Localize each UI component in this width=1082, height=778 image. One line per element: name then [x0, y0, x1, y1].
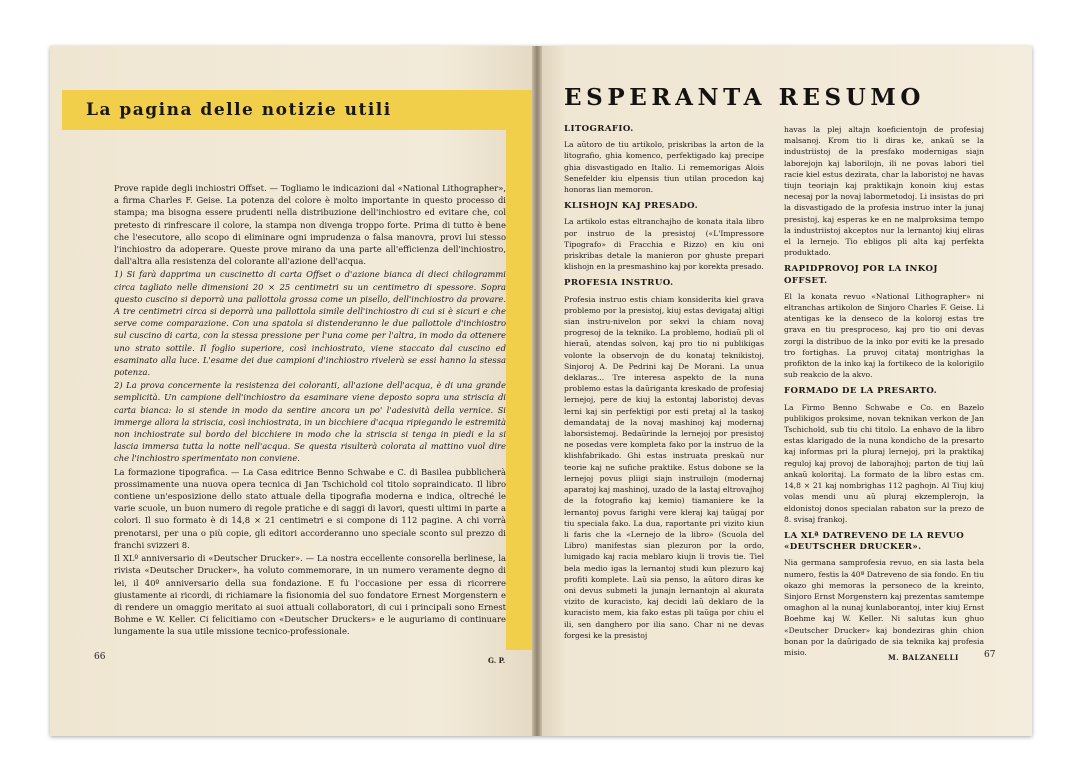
paragraph-anniversary: Il XLº anniversario di «Deutscher Drucker». — La nostra eccellente consorella berlinese, la rivista «Deutscher Drucker», ha voluto commemorare, in un numero veramente degno di lei, il 40º anniversario della sua fondazione. E fu l'occasione per essa di ricorrere giustamente ai ricordi, di richiamare la fisionomia del suo fondatore Ernest Morgenstern e di rendere un omaggio meritato ai suoi attuali collaboratori, di cui i principali sono Ernest Bohme e W. Keller. Ci felicitiamo con «Deutscher Druckers» e le auguriamo di continuare lungamente la sua utile missione tecnico-professionale. [114, 553, 506, 637]
book-gutter [532, 46, 542, 736]
left-page [50, 46, 536, 736]
section-text: La aŭtoro de tiu artikolo, priskribas la arton de la litografio, ghia komenco, perfektigado kaj precipe ghia disvastigado en Italio. Li rememorigas Alois Senefelder kiu elpensis tiun utilan procedon kaj honoras lian memoron. [564, 140, 764, 195]
left-page-title: La pagina delle notizie utili [86, 100, 392, 120]
paragraph-offset-inks: Prove rapide degli inchiostri Offset. — Togliamo le indicazioni dal «National Lithographer», a firma Charles F. Geise. La potenza del colore è molto importante in questo processo di stampa; ma bisogna essere prudenti nella distribuzione dell'inchiostro ed evitare che, col pretesto di rinfrescare il colore, la stampa non divenga troppo forte. Prima di tutto è bene che l'esecutore, allo scopo di eliminare ogni imprudenza o falsa manovra, provi lui stesso l'inchiostro da adoperare. Queste prove mirano da una parte all'efficienza dell'inchiostro, dall'altra alla resistenza del colorante all'azione dell'acqua. [114, 183, 506, 267]
column-1 [564, 124, 764, 641]
page-number-left: 66 [94, 652, 106, 662]
paragraph-test-2: 2) La prova concernente la resistenza dei coloranti, all'azione dell'acqua, è di una grande semplicità. Un campione dell'inchiostro da esaminare viene deposto sopra una striscia di carta bianca: lo si stende in modo da sentire ancora un po' l'adesività della vernice. Si immerge allora la striscia, così inchiostrata, in un bicchiere d'acqua ripiegando le estremità non inchiostrate sul bordo del bicchiere in modo che la striscia si tenga in piedi e la si lascia immersa tutta la notte nell'acqua. Se questa risulterà colorata al mattino vuol dire che l'inchiostro sperimentato non conviene. [114, 380, 506, 464]
section-heading: PROFESIA INSTRUO. [564, 278, 674, 289]
section-heading: RAPIDPROVOJ POR LA INKOJ OFFSET. [784, 264, 938, 286]
section-text: La Firmo Benno Schwabe e Co. en Bazelo publikigos proksime, novan teknikan verkon de Jan Tschichold, sub tiu chi titolo. La enhavo de la libro estas klarigado de la nuna kondicho de la presarto kaj informas pri la pluraj lernejoj, pri la praktikaj reguloj kaj provoj de laborajhoj; parton de tiuj laŭ ankaŭ koloritaj. La formato de la libro estas cm. 14,8 × 21 kaj nombrighas 112 paghojn. Al Tiuj kiuj volas mendi unu aŭ pluraj ekzemplerojn, la eldonistoj donos specialan rabaton sur la prezo de 8. svisaj frankoj. [784, 402, 984, 524]
section-heading: FORMADO DE LA PRESARTO. [784, 386, 938, 397]
section-heading: KLISHOJN KAJ PRESADO. [564, 201, 698, 212]
right-page [536, 46, 1032, 736]
section-text: Profesia instruo estis chiam konsiderita kiel grava problemo por la presistoj, kiuj estas devigataj altigi sian instru-nivelon por sekvi la chiam novaj progresoj de la tekniko. La problemo, hodiaŭ pli ol hieraŭ, atendas solvon, kaj pro tio ni publikigas volonte la observojn de du konataj teknikistoj, Sinjoroj A. De Pedrini kaj De Morani. La unua deklaras... Tre interesa aspekto de la nuna problemo estas la daŭriganta kreskado de profesiaj lernejoj, pere de kiuj la estontaj laboristoj devas lerni kaj sin perfektigi por esti pretaj al la taskoj demandataj de la novaj mashinoj kaj modernaj laborsistemoj. Bedaŭrinde la lernejoj por presistoj ne posedas vere kompleta fako por la instruo de la klishfabrikado. Ghi estas instruata preskaŭ nur teorie kaj ne sufiche praktike. Estus dobone se la lernejoj povus pliigi siajn instruilojn (modernaj aparatoj kaj mashinoj, uzado de la lastaj eltrovajhoj de la fotografio kaj kemio) tiamaniere ke la lernantoj povus farighi vere kleraj kaj taŭgaj por tiu speciala fako. La dua, raportante pri vizito kiun li faris che la «Lernejo de la libro» (Scuola del Libro) manifestas sian plezuron por la ordo, lumigado kaj racia meblaro kiujn li trovis tie. Tiel bela medio igas la lernantoj studi kun plezuro kaj profiti komplete. Laŭ sia penso, la aŭtoro diras ke oni devus submeti la junajn lernantojn al akurata vizito de kuracisto, kaj decidi laŭ deklaro de la kuracisto mem, kia fako estas pli taŭga por chiu el ili, sen danghero por ilia sano. Char ni ne devas forgesi ke la presistoj [564, 294, 764, 640]
left-page-body [114, 182, 506, 639]
page-number-right: 67 [984, 650, 996, 660]
signature-left: G. P. [488, 656, 506, 665]
section-text: Nia germana samprofesia revuo, en sia lasta bela numero, festis la 40ª Datreveno de sia fondo. En tiu okazo ghi memoras la personeco de la kreinto, Sinjoro Ernst Morgenstern kaj prezentas samtempe omaghon al la nunaj kunlaborantoj, inter kiuj Ernst Boehme kaj W. Keller. Ni salutas kun ghuo «Deutscher Drucker» kaj bondeziras ghin chion bonan por la daŭrigado de sia teknika kaj profesia misio. [784, 558, 984, 657]
section-heading: LA XLª DATREVENO DE LA REVUO «DEUTSCHER DRUCKER». [784, 530, 965, 553]
section-heading: LITOGRAFIO. [564, 124, 634, 134]
section-text: La artikolo estas eltranchajho de konata itala libro por instruo de la presistoj («L'Impressore Tipografo» di Fracchia e Rizzo) en kiu oni priskribas detale la manieron por ghuste prepari klishojn en la presmashino kaj por korekta presado. [564, 217, 764, 272]
paragraph-typographic: La formazione tipografica. — La Casa editrice Benno Schwabe e C. di Basilea pubblicherà prossimamente una nuova opera tecnica di Jan Tschichold col titolo sopraindicato. Il libro contiene un'esposizione dello stato attuale della tipografia moderna e indica, oltreché le varie scuole, un buon numero di regole pratiche e di saggi di lavori, questi ultimi in parte a colori. Il suo formato è di 14,8 × 21 centimetri e si compone di 112 pagine. A chi vorrà prenotarsi, per una o più copie, gli editori accorderanno uno speciale sconto sul prezzo di franchi svizzeri 8. [114, 466, 506, 550]
section-text: havas la plej altajn koeficientojn de profesiaj malsanoj. Krom tio li diras ke, ankaŭ se la industriistoj de la presfako modernigas siajn laborejojn kaj laborilojn, ili ne povas labori tiel racie kiel estus dezirata, char la laboristoj ne havas tiujn teoriajn kaj praktikajn konoin kiuj estas necesaj por la novaj labormetodoj. Li insistas do pri la disvastigado de la profesia instruo inter la junaj presistoj, kaj esperas ke en ne malproksima tempo la industriistoj akceptos nur la lernantoj kiuj eliras el la lernejo. Tio ebligos pli alta kaj perfekta produktado. [784, 125, 984, 258]
column-2 [784, 124, 984, 658]
section-text: El la konata revuo «National Lithographer» ni eltranchas artikolon de Sinjoro Charles F. Geise. Li atentigas ke la denseco de la koloroj estas tre grava en tiu presproceso, kaj pro tio oni devas zorgi la distribuo de la inko por eviti ke la presado tro fortighas. La pruvoj citataj montrighas la profikton de la inko kaj la fortikeco de la kolorigilo sub reakcio de la akvo. [784, 291, 984, 380]
signature-right: M. BALZANELLI [888, 653, 959, 662]
magazine-spread [50, 46, 1032, 736]
yellow-side-strip [506, 90, 532, 650]
paragraph-test-1: 1) Si farà dapprima un cuscinetto di carta Offset o d'azione bianca di dieci chilogrammi circa tagliato nelle dimensioni 20 × 25 centimetri su un centimetro di spessore. Sopra questo cuscino si deporrà una pallottola grossa come un pisello, dell'inchiostro da provare. A tre centimetri circa si deporrà una pallottola simile dell'inchiostro di cui si è sicuri e che serve come comparazione. Con una spatola si distenderanno le due pallottole d'inchiostro sul cuscino di carta, con la stessa pressione per l'una come per l'altra, in modo da ottenere uno strato sottile. Il foglio superiore, così inchiostrato, viene staccato dal cuscino ed esaminato alla luce. L'esame dei due campioni d'inchiostro rivelerà se essi hanno la stessa potenza. [114, 269, 506, 378]
right-page-title: ESPERANTA RESUMO [564, 84, 926, 111]
